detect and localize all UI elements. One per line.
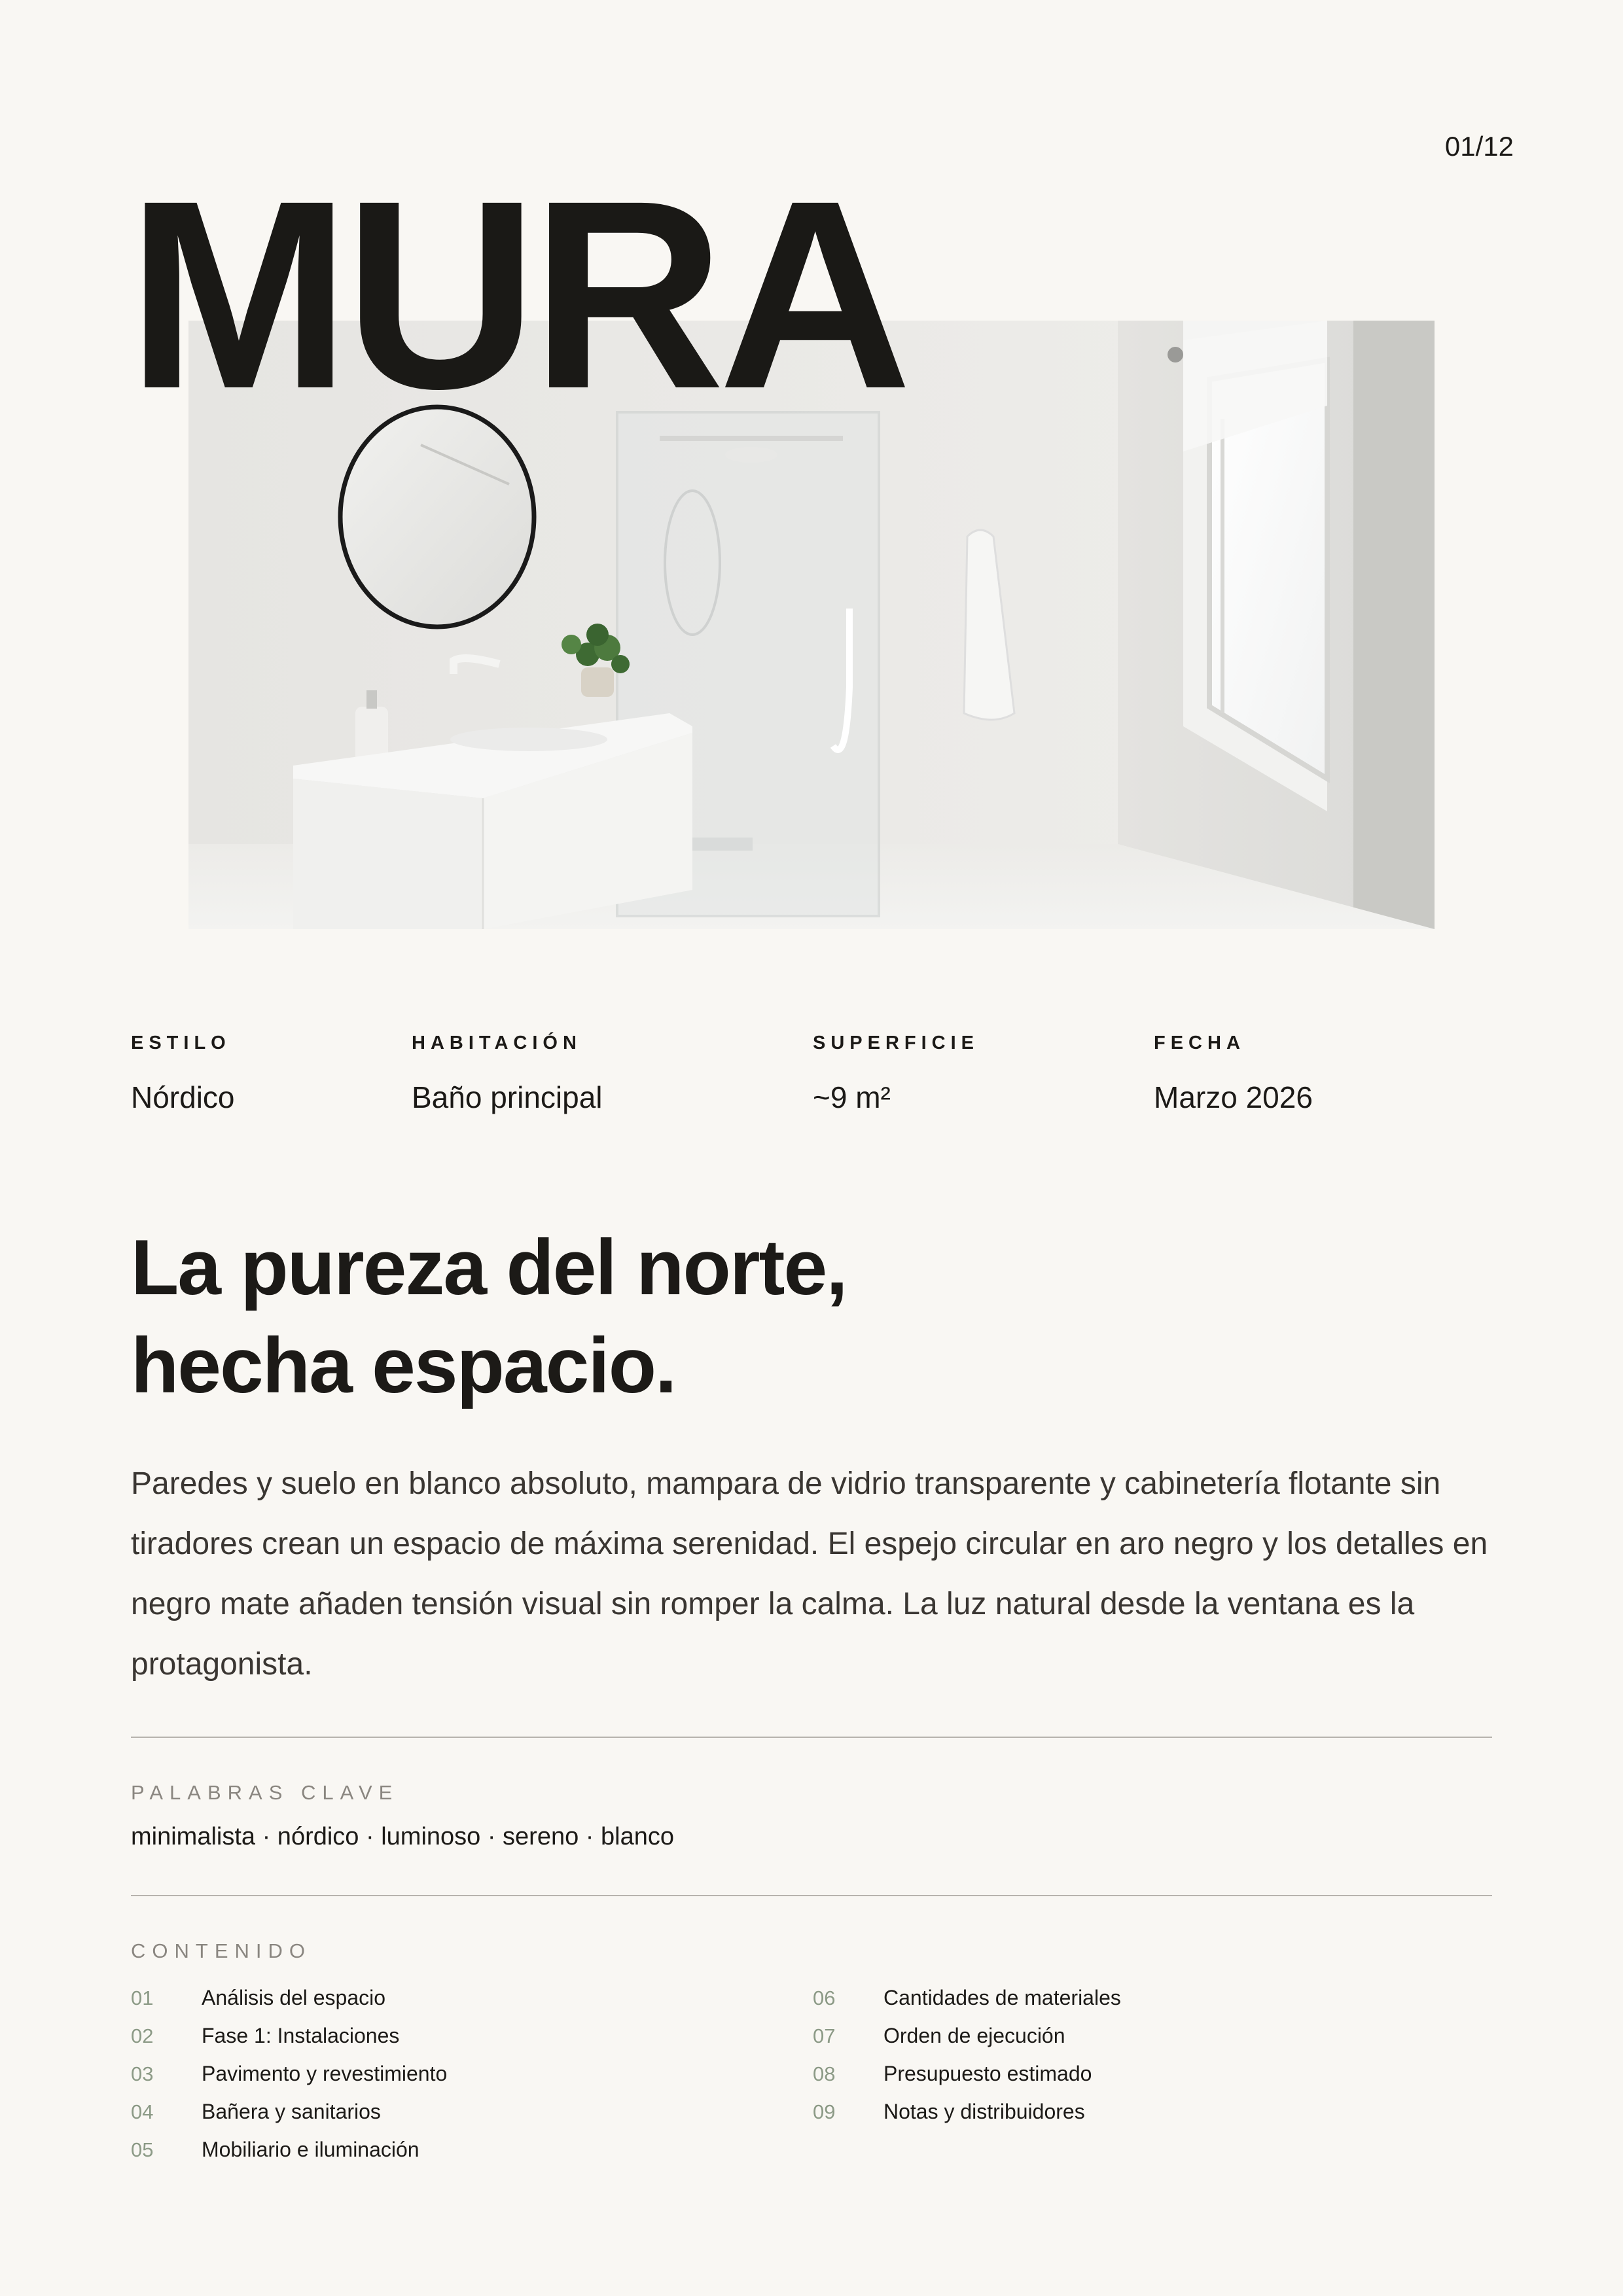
page-number: 01/12 [1444, 131, 1514, 162]
meta-label-date: FECHA [1154, 1033, 1245, 1053]
divider [131, 1737, 1492, 1738]
toc-number: 05 [131, 2138, 154, 2161]
meta-label-style: ESTILO [131, 1033, 231, 1053]
contents-label: CONTENIDO [131, 1939, 312, 1962]
keywords-list: minimalista · nórdico · luminoso · sereno · blanco [131, 1823, 674, 1850]
meta-label-room: HABITACIÓN [412, 1033, 582, 1053]
brand-title: MURA [127, 145, 906, 444]
meta-value-style: Nórdico [131, 1080, 235, 1114]
toc-number: 04 [131, 2100, 154, 2123]
toc-number: 01 [131, 1987, 154, 2009]
toc-number: 02 [131, 2024, 154, 2047]
toc-number: 06 [813, 1987, 836, 2009]
toc-item: Cantidades de materiales [883, 1986, 1121, 2009]
toc-item: Orden de ejecución [883, 2024, 1065, 2047]
meta-value-surface: ~9 m² [813, 1080, 891, 1114]
meta-value-room: Baño principal [412, 1080, 603, 1114]
toc-item: Análisis del espacio [202, 1986, 386, 2009]
toc-number: 07 [813, 2024, 836, 2047]
toc-item: Mobiliario e iluminación [202, 2138, 419, 2161]
toc-item: Pavimento y revestimiento [202, 2062, 448, 2085]
toc-item: Notas y distribuidores [883, 2100, 1085, 2123]
toc-item: Fase 1: Instalaciones [202, 2024, 400, 2047]
toc-number: 09 [813, 2100, 836, 2123]
toc-item: Presupuesto estimado [883, 2062, 1092, 2085]
toc-number: 08 [813, 2062, 836, 2085]
headline-line-1: La pureza del norte, [131, 1224, 847, 1311]
meta-label-surface: SUPERFICIE [813, 1033, 980, 1053]
meta-value-date: Marzo 2026 [1154, 1080, 1313, 1114]
divider [131, 1895, 1492, 1896]
keywords-label: PALABRAS CLAVE [131, 1781, 399, 1804]
toc-number: 03 [131, 2062, 154, 2085]
toc-item: Bañera y sanitarios [202, 2100, 381, 2123]
description-paragraph: Paredes y suelo en blanco absoluto, mampara de vidrio transparente y cabinetería flotante sin tiradores crean un espacio de máxima serenidad. El espejo circular en aro negro y los detalles en negro mate añaden tensión visual sin romper la calma. La luz natural desde la ventana es la protagonista. [131, 1466, 1488, 1682]
headline-line-2: hecha espacio. [131, 1322, 676, 1409]
headline [131, 1218, 1374, 1415]
